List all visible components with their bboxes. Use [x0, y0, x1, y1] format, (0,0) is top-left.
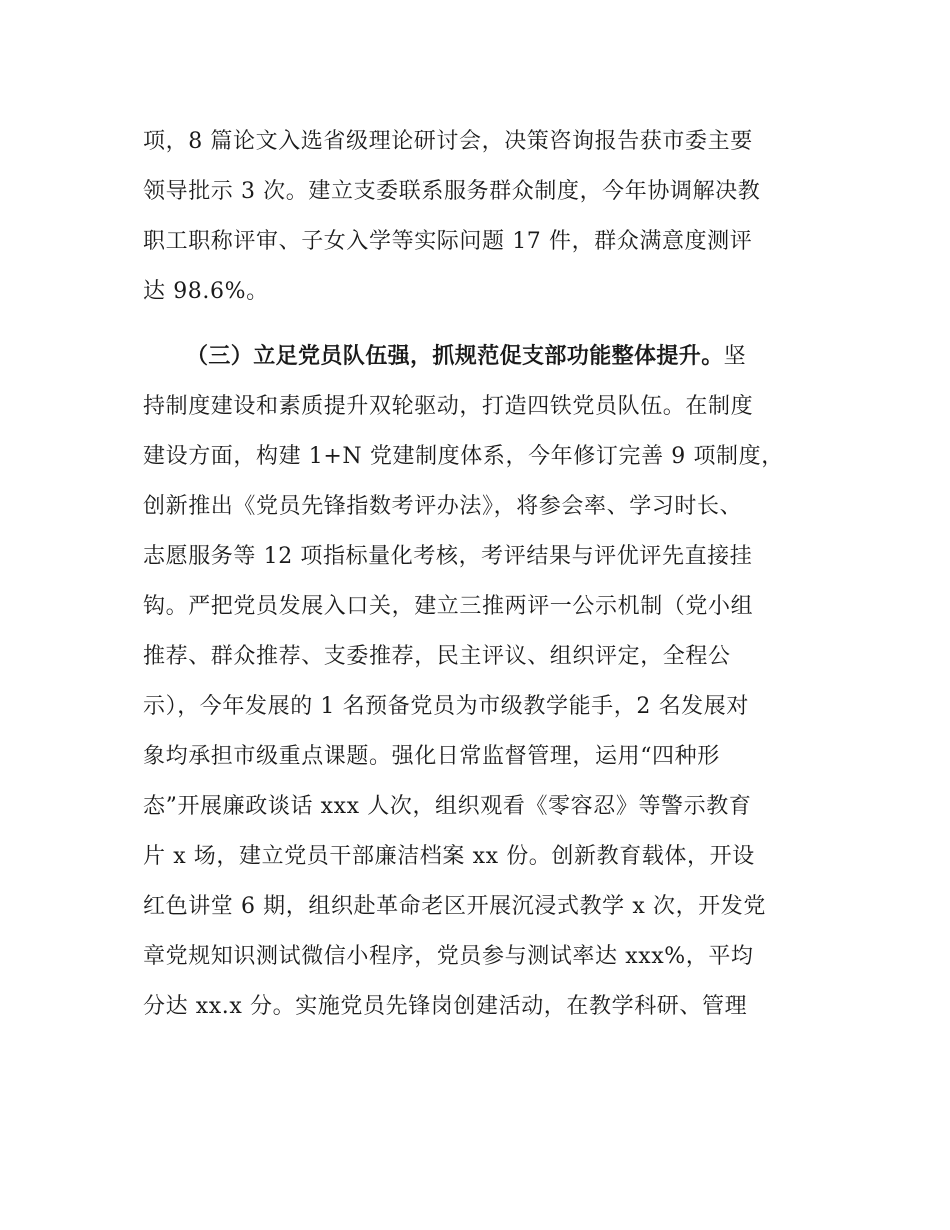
- body-line: 领导批示 3 次。建立支委联系服务群众制度，今年协调解决教: [143, 179, 761, 204]
- body-line: 分达 xx.x 分。实施党员先锋岗创建活动，在教学科研、管理: [143, 994, 748, 1019]
- body-line: 创新推出《党员先锋指数考评办法》，将参会率、学习时长、: [143, 494, 743, 519]
- body-line: 达 98.6%。: [143, 279, 269, 304]
- body-line: 项，8 篇论文入选省级理论研讨会，决策咨询报告获市委主要: [143, 129, 753, 154]
- body-line: 职工职称评审、子女入学等实际问题 17 件，群众满意度测评: [143, 229, 753, 254]
- body-line: 推荐、群众推荐、支委推荐，民主评议、组织评定，全程公: [143, 644, 731, 669]
- body-line: 章党规知识测试微信小程序，党员参与测试率达 xxx%，平均: [143, 944, 754, 969]
- body-line: 象均承担市级重点课题。强化日常监督管理，运用“四种形: [143, 744, 720, 769]
- body-line: 钩。严把党员发展入口关，建立三推两评一公示机制（党小组: [143, 594, 754, 619]
- body-line: 片 x 场，建立党员干部廉洁档案 xx 份。创新教育载体，开设: [143, 844, 755, 869]
- body-line: 态”开展廉政谈话 xxx 人次，组织观看《零容忍》等警示教育: [143, 794, 752, 819]
- body-line: 志愿服务等 12 项指标量化考核，考评结果与评优评先直接挂: [143, 544, 753, 569]
- section-heading-line: [186, 337, 746, 377]
- body-line: 红色讲堂 6 期，组织赴革命老区开展沉浸式教学 x 次，开发党: [143, 894, 766, 919]
- section-heading: （三）立足党员队伍强，抓规范促支部功能整体提升。: [186, 344, 724, 369]
- body-line: 建设方面，构建 1+N 党建制度体系，今年修订完善 9 项制度，: [143, 444, 784, 469]
- body-line: 示），今年发展的 1 名预备党员为市级教学能手，2 名发展对: [143, 694, 749, 719]
- body-line: 持制度建设和素质提升双轮驱动，打造四铁党员队伍。在制度: [143, 394, 754, 419]
- heading-continuation: 坚: [723, 344, 747, 369]
